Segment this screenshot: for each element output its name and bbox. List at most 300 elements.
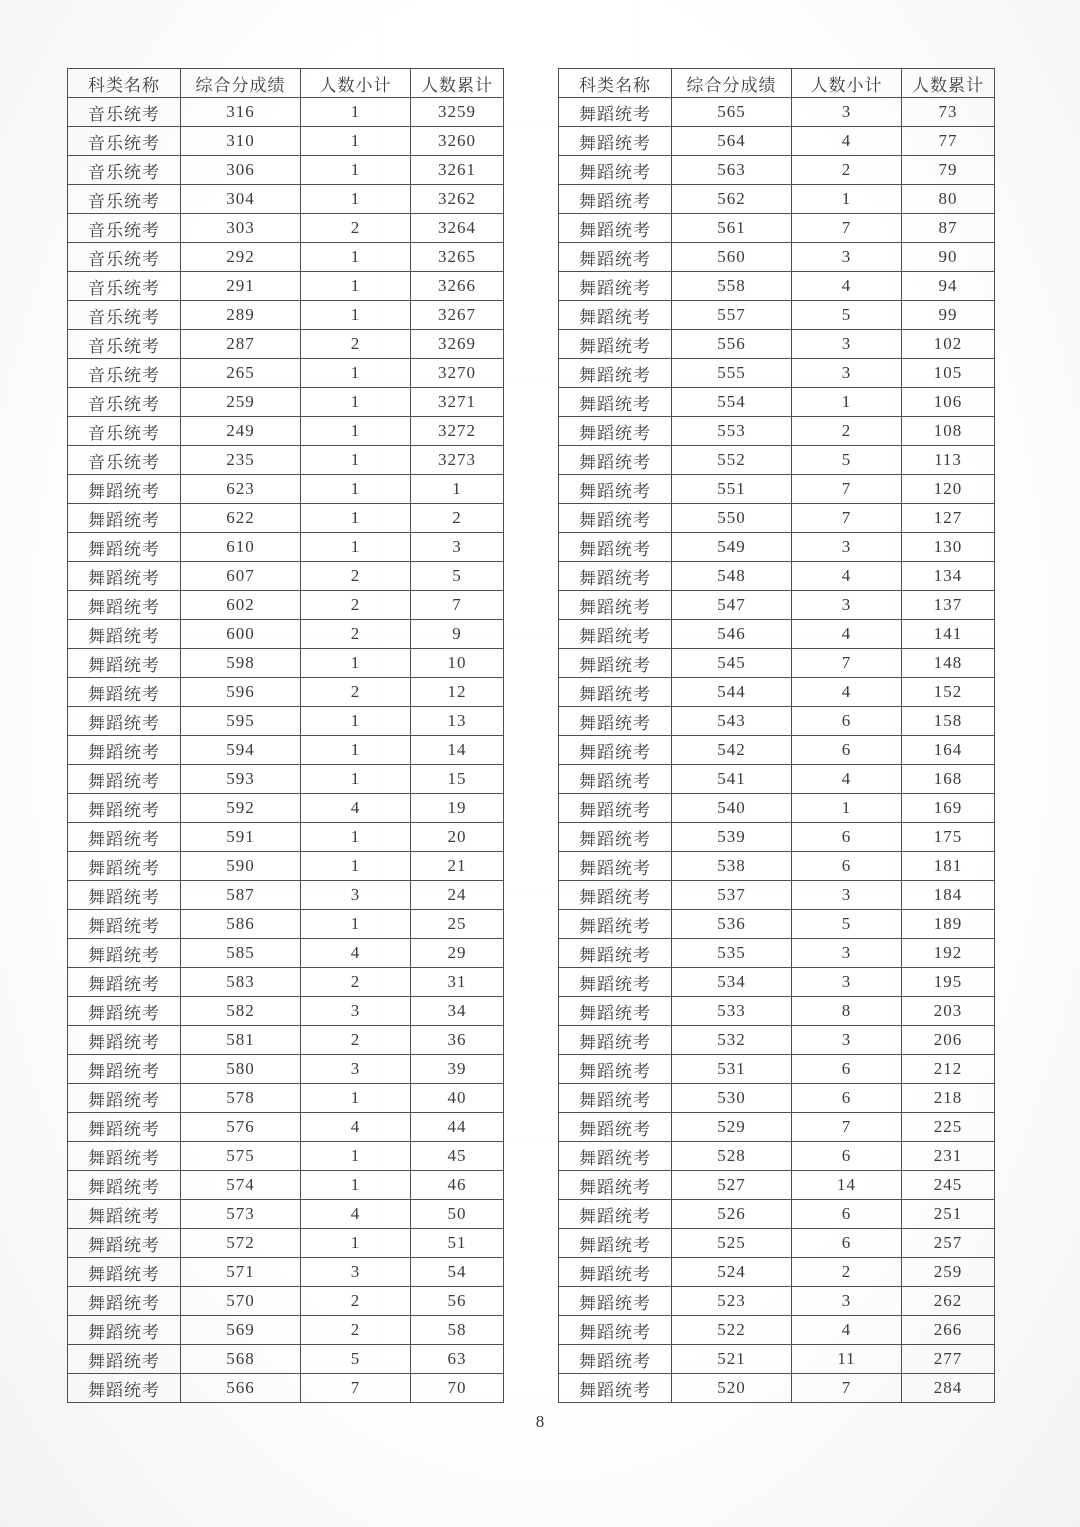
table-cell: 舞蹈统考	[559, 823, 672, 852]
table-cell: 602	[181, 591, 301, 620]
table-cell: 1	[792, 388, 902, 417]
column-header: 综合分成绩	[672, 69, 792, 98]
table-cell: 524	[672, 1258, 792, 1287]
table-row	[559, 1026, 995, 1055]
table-cell: 1	[301, 301, 411, 330]
table-cell: 舞蹈统考	[559, 997, 672, 1026]
table-cell: 25	[411, 910, 504, 939]
table-cell: 2	[301, 562, 411, 591]
table-cell: 2	[301, 1316, 411, 1345]
table-cell: 576	[181, 1113, 301, 1142]
table-row	[68, 794, 504, 823]
table-row	[559, 649, 995, 678]
table-cell: 舞蹈统考	[559, 185, 672, 214]
table-cell: 3272	[411, 417, 504, 446]
table-cell: 3267	[411, 301, 504, 330]
table-cell: 舞蹈统考	[68, 1171, 181, 1200]
table-cell: 3270	[411, 359, 504, 388]
column-header: 人数累计	[902, 69, 995, 98]
table-cell: 2	[792, 417, 902, 446]
table-cell: 1	[301, 765, 411, 794]
table-cell: 1	[301, 649, 411, 678]
table-cell: 音乐统考	[68, 98, 181, 127]
table-cell: 3	[792, 330, 902, 359]
table-row	[68, 997, 504, 1026]
table-cell: 3	[301, 997, 411, 1026]
table-cell: 218	[902, 1084, 995, 1113]
table-row	[68, 1258, 504, 1287]
table-cell: 7	[792, 649, 902, 678]
table-cell: 舞蹈统考	[559, 359, 672, 388]
table-header-row	[68, 69, 504, 98]
table-cell: 音乐统考	[68, 359, 181, 388]
table-cell: 54	[411, 1258, 504, 1287]
table-cell: 578	[181, 1084, 301, 1113]
table-cell: 573	[181, 1200, 301, 1229]
table-cell: 574	[181, 1171, 301, 1200]
table-cell: 舞蹈统考	[559, 156, 672, 185]
table-row	[68, 1142, 504, 1171]
table-cell: 舞蹈统考	[559, 591, 672, 620]
table-cell: 3273	[411, 446, 504, 475]
table-cell: 舞蹈统考	[559, 127, 672, 156]
table-cell: 284	[902, 1374, 995, 1403]
table-cell: 595	[181, 707, 301, 736]
table-cell: 4	[792, 272, 902, 301]
table-cell: 90	[902, 243, 995, 272]
table-cell: 舞蹈统考	[68, 707, 181, 736]
table-cell: 304	[181, 185, 301, 214]
table-cell: 249	[181, 417, 301, 446]
table-cell: 舞蹈统考	[559, 301, 672, 330]
table-cell: 3262	[411, 185, 504, 214]
table-cell: 535	[672, 939, 792, 968]
table-cell: 291	[181, 272, 301, 301]
table-row	[68, 881, 504, 910]
table-cell: 134	[902, 562, 995, 591]
table-cell: 40	[411, 1084, 504, 1113]
table-row	[559, 533, 995, 562]
table-cell: 7	[792, 214, 902, 243]
table-cell: 舞蹈统考	[68, 823, 181, 852]
table-cell: 舞蹈统考	[559, 1084, 672, 1113]
table-cell: 24	[411, 881, 504, 910]
table-cell: 舞蹈统考	[559, 765, 672, 794]
table-cell: 舞蹈统考	[559, 1055, 672, 1084]
table-row	[68, 1200, 504, 1229]
table-row	[68, 678, 504, 707]
table-cell: 6	[792, 736, 902, 765]
table-cell: 音乐统考	[68, 330, 181, 359]
table-cell: 564	[672, 127, 792, 156]
table-cell: 600	[181, 620, 301, 649]
table-cell: 58	[411, 1316, 504, 1345]
table-cell: 2	[301, 1287, 411, 1316]
table-cell: 舞蹈统考	[559, 1142, 672, 1171]
table-cell: 594	[181, 736, 301, 765]
table-cell: 舞蹈统考	[559, 1287, 672, 1316]
table-cell: 3	[792, 359, 902, 388]
table-row	[68, 330, 504, 359]
table-row	[68, 1316, 504, 1345]
table-cell: 5	[792, 301, 902, 330]
table-cell: 1	[301, 823, 411, 852]
table-cell: 543	[672, 707, 792, 736]
table-row	[68, 272, 504, 301]
table-cell: 舞蹈统考	[559, 388, 672, 417]
table-cell: 306	[181, 156, 301, 185]
table-row	[559, 243, 995, 272]
table-cell: 舞蹈统考	[68, 1084, 181, 1113]
table-cell: 舞蹈统考	[68, 620, 181, 649]
table-row	[559, 707, 995, 736]
table-row	[68, 562, 504, 591]
table-cell: 46	[411, 1171, 504, 1200]
table-cell: 195	[902, 968, 995, 997]
table-cell: 593	[181, 765, 301, 794]
table-cell: 2	[301, 678, 411, 707]
table-cell: 175	[902, 823, 995, 852]
table-cell: 舞蹈统考	[68, 1142, 181, 1171]
table-row	[68, 417, 504, 446]
table-cell: 3	[792, 243, 902, 272]
table-cell: 251	[902, 1200, 995, 1229]
table-cell: 3261	[411, 156, 504, 185]
table-cell: 舞蹈统考	[559, 1171, 672, 1200]
table-cell: 565	[672, 98, 792, 127]
table-cell: 44	[411, 1113, 504, 1142]
table-cell: 12	[411, 678, 504, 707]
table-cell: 4	[792, 765, 902, 794]
table-cell: 1	[301, 98, 411, 127]
table-cell: 259	[902, 1258, 995, 1287]
table-row	[68, 852, 504, 881]
table-cell: 7	[792, 504, 902, 533]
table-cell: 544	[672, 678, 792, 707]
table-cell: 14	[792, 1171, 902, 1200]
table-cell: 2	[301, 591, 411, 620]
table-row	[559, 1345, 995, 1374]
table-cell: 3	[792, 591, 902, 620]
table-cell: 80	[902, 185, 995, 214]
table-cell: 9	[411, 620, 504, 649]
table-row	[559, 98, 995, 127]
table-cell: 舞蹈统考	[68, 1113, 181, 1142]
table-cell: 舞蹈统考	[559, 504, 672, 533]
table-cell: 7	[792, 1374, 902, 1403]
table-cell: 2	[301, 620, 411, 649]
table-cell: 141	[902, 620, 995, 649]
table-cell: 舞蹈统考	[68, 678, 181, 707]
table-cell: 591	[181, 823, 301, 852]
table-row	[68, 301, 504, 330]
table-cell: 534	[672, 968, 792, 997]
table-cell: 音乐统考	[68, 388, 181, 417]
table-cell: 532	[672, 1026, 792, 1055]
table-row	[559, 678, 995, 707]
table-cell: 94	[902, 272, 995, 301]
table-cell: 5	[411, 562, 504, 591]
table-cell: 292	[181, 243, 301, 272]
table-cell: 4	[792, 1316, 902, 1345]
column-header: 综合分成绩	[181, 69, 301, 98]
table-cell: 舞蹈统考	[68, 475, 181, 504]
table-cell: 6	[792, 707, 902, 736]
column-header: 人数小计	[301, 69, 411, 98]
table-row	[68, 1113, 504, 1142]
table-cell: 56	[411, 1287, 504, 1316]
table-row	[559, 997, 995, 1026]
table-cell: 566	[181, 1374, 301, 1403]
table-cell: 3260	[411, 127, 504, 156]
table-cell: 舞蹈统考	[559, 243, 672, 272]
table-cell: 148	[902, 649, 995, 678]
table-cell: 2	[411, 504, 504, 533]
table-row	[559, 1055, 995, 1084]
table-cell: 553	[672, 417, 792, 446]
table-cell: 289	[181, 301, 301, 330]
table-cell: 2	[301, 330, 411, 359]
table-row	[68, 504, 504, 533]
table-cell: 571	[181, 1258, 301, 1287]
table-cell: 192	[902, 939, 995, 968]
table-cell: 1	[301, 852, 411, 881]
table-cell: 569	[181, 1316, 301, 1345]
table-cell: 舞蹈统考	[68, 1229, 181, 1258]
table-cell: 舞蹈统考	[559, 475, 672, 504]
table-row	[559, 504, 995, 533]
table-cell: 1	[301, 910, 411, 939]
table-cell: 舞蹈统考	[68, 1374, 181, 1403]
table-cell: 舞蹈统考	[559, 1026, 672, 1055]
table-cell: 5	[792, 446, 902, 475]
table-cell: 4	[301, 1113, 411, 1142]
table-cell: 4	[301, 939, 411, 968]
table-cell: 舞蹈统考	[68, 1055, 181, 1084]
table-cell: 4	[792, 620, 902, 649]
table-cell: 245	[902, 1171, 995, 1200]
table-cell: 533	[672, 997, 792, 1026]
table-cell: 1	[301, 272, 411, 301]
table-cell: 舞蹈统考	[559, 1258, 672, 1287]
table-cell: 1	[301, 446, 411, 475]
table-cell: 536	[672, 910, 792, 939]
table-row	[68, 214, 504, 243]
table-cell: 1	[301, 475, 411, 504]
table-cell: 203	[902, 997, 995, 1026]
table-cell: 6	[792, 1229, 902, 1258]
table-cell: 212	[902, 1055, 995, 1084]
page-number: 8	[535, 1412, 545, 1431]
score-table-right	[558, 68, 995, 1403]
table-cell: 3266	[411, 272, 504, 301]
table-row	[559, 1084, 995, 1113]
table-cell: 598	[181, 649, 301, 678]
table-cell: 舞蹈统考	[68, 1316, 181, 1345]
table-cell: 108	[902, 417, 995, 446]
table-row	[68, 185, 504, 214]
table-cell: 590	[181, 852, 301, 881]
table-cell: 73	[902, 98, 995, 127]
table-cell: 20	[411, 823, 504, 852]
table-row	[559, 301, 995, 330]
table-cell: 34	[411, 997, 504, 1026]
table-cell: 570	[181, 1287, 301, 1316]
table-cell: 7	[792, 475, 902, 504]
table-cell: 549	[672, 533, 792, 562]
table-cell: 528	[672, 1142, 792, 1171]
table-cell: 1	[301, 533, 411, 562]
table-cell: 7	[792, 1113, 902, 1142]
table-cell: 舞蹈统考	[68, 997, 181, 1026]
table-cell: 音乐统考	[68, 417, 181, 446]
table-cell: 596	[181, 678, 301, 707]
table-cell: 音乐统考	[68, 272, 181, 301]
table-cell: 舞蹈统考	[559, 910, 672, 939]
table-cell: 7	[411, 591, 504, 620]
table-cell: 113	[902, 446, 995, 475]
table-cell: 531	[672, 1055, 792, 1084]
table-cell: 547	[672, 591, 792, 620]
table-cell: 3	[792, 98, 902, 127]
table-cell: 189	[902, 910, 995, 939]
table-cell: 572	[181, 1229, 301, 1258]
table-cell: 3	[792, 881, 902, 910]
table-cell: 3	[301, 881, 411, 910]
table-cell: 546	[672, 620, 792, 649]
table-cell: 13	[411, 707, 504, 736]
table-cell: 1	[301, 707, 411, 736]
table-cell: 522	[672, 1316, 792, 1345]
table-row	[559, 1258, 995, 1287]
table-cell: 舞蹈统考	[68, 794, 181, 823]
table-cell: 舞蹈统考	[68, 1026, 181, 1055]
table-cell: 558	[672, 272, 792, 301]
table-cell: 152	[902, 678, 995, 707]
table-cell: 556	[672, 330, 792, 359]
table-cell: 音乐统考	[68, 446, 181, 475]
table-cell: 音乐统考	[68, 243, 181, 272]
table-row	[559, 359, 995, 388]
table-cell: 舞蹈统考	[559, 330, 672, 359]
table-row	[559, 852, 995, 881]
table-cell: 6	[792, 852, 902, 881]
table-cell: 541	[672, 765, 792, 794]
table-cell: 262	[902, 1287, 995, 1316]
table-cell: 266	[902, 1316, 995, 1345]
table-cell: 607	[181, 562, 301, 591]
table-cell: 舞蹈统考	[68, 968, 181, 997]
table-cell: 4	[792, 562, 902, 591]
table-cell: 1	[301, 1171, 411, 1200]
table-cell: 580	[181, 1055, 301, 1084]
table-cell: 音乐统考	[68, 185, 181, 214]
table-cell: 70	[411, 1374, 504, 1403]
table-cell: 231	[902, 1142, 995, 1171]
table-cell: 舞蹈统考	[559, 939, 672, 968]
table-row	[68, 649, 504, 678]
table-row	[559, 823, 995, 852]
table-row	[68, 243, 504, 272]
table-cell: 521	[672, 1345, 792, 1374]
table-cell: 130	[902, 533, 995, 562]
table-row	[559, 591, 995, 620]
table-cell: 1	[301, 1229, 411, 1258]
table-cell: 5	[301, 1345, 411, 1374]
table-cell: 舞蹈统考	[559, 1200, 672, 1229]
table-row	[559, 1316, 995, 1345]
table-row	[559, 1200, 995, 1229]
table-row	[68, 591, 504, 620]
table-cell: 6	[792, 1084, 902, 1113]
table-cell: 259	[181, 388, 301, 417]
table-row	[68, 1229, 504, 1258]
table-cell: 舞蹈统考	[559, 649, 672, 678]
table-cell: 36	[411, 1026, 504, 1055]
table-cell: 21	[411, 852, 504, 881]
table-cell: 1	[301, 1084, 411, 1113]
table-cell: 5	[792, 910, 902, 939]
table-cell: 181	[902, 852, 995, 881]
table-cell: 舞蹈统考	[68, 910, 181, 939]
table-cell: 586	[181, 910, 301, 939]
table-cell: 19	[411, 794, 504, 823]
table-cell: 3	[411, 533, 504, 562]
table-row	[68, 1287, 504, 1316]
table-header-row	[559, 69, 995, 98]
table-cell: 舞蹈统考	[68, 1200, 181, 1229]
table-cell: 540	[672, 794, 792, 823]
table-cell: 舞蹈统考	[559, 881, 672, 910]
table-cell: 551	[672, 475, 792, 504]
table-row	[559, 765, 995, 794]
score-table-left	[67, 68, 504, 1403]
table-cell: 8	[792, 997, 902, 1026]
table-cell: 1	[301, 388, 411, 417]
table-row	[68, 1171, 504, 1200]
table-row	[68, 736, 504, 765]
table-cell: 554	[672, 388, 792, 417]
table-cell: 3	[301, 1258, 411, 1287]
table-cell: 127	[902, 504, 995, 533]
table-cell: 527	[672, 1171, 792, 1200]
table-row	[559, 620, 995, 649]
table-cell: 582	[181, 997, 301, 1026]
table-row	[559, 214, 995, 243]
table-cell: 1	[301, 185, 411, 214]
table-cell: 225	[902, 1113, 995, 1142]
table-cell: 7	[301, 1374, 411, 1403]
table-row	[559, 794, 995, 823]
table-cell: 39	[411, 1055, 504, 1084]
table-cell: 1	[301, 504, 411, 533]
table-cell: 520	[672, 1374, 792, 1403]
table-cell: 舞蹈统考	[559, 272, 672, 301]
table-cell: 2	[301, 1026, 411, 1055]
table-cell: 310	[181, 127, 301, 156]
table-cell: 舞蹈统考	[559, 1113, 672, 1142]
column-header: 人数小计	[792, 69, 902, 98]
table-cell: 4	[792, 127, 902, 156]
table-cell: 1	[301, 359, 411, 388]
table-cell: 583	[181, 968, 301, 997]
table-cell: 3	[792, 1026, 902, 1055]
table-cell: 音乐统考	[68, 301, 181, 330]
table-cell: 2	[792, 1258, 902, 1287]
table-cell: 538	[672, 852, 792, 881]
table-cell: 舞蹈统考	[559, 417, 672, 446]
column-header: 科类名称	[559, 69, 672, 98]
